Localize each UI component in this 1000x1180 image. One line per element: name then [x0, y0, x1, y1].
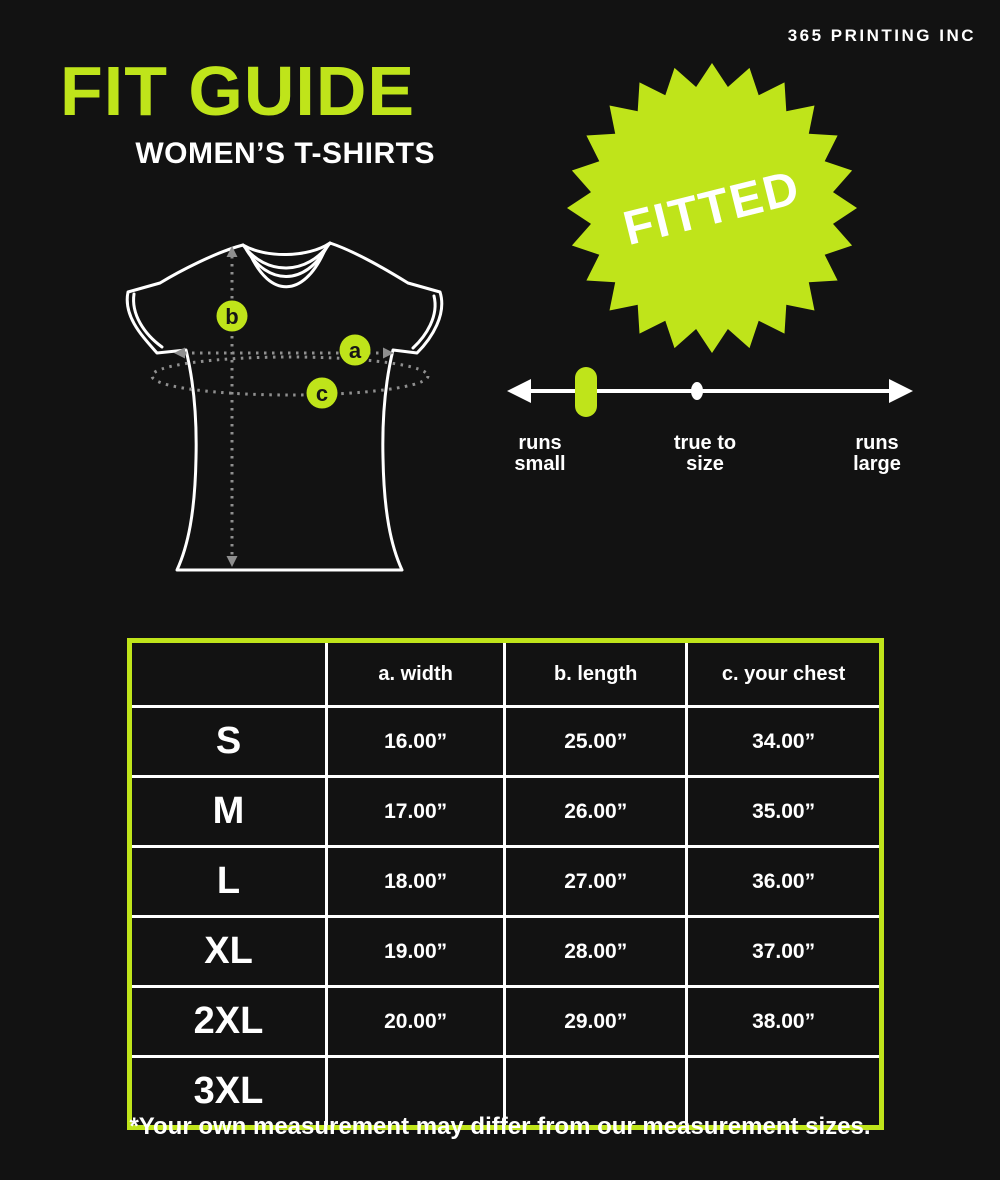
brand-name: 365 PRINTING INC — [787, 26, 976, 45]
chest-value: 36.00” — [687, 847, 882, 917]
marker-c-label: c — [315, 381, 329, 406]
marker-a-label: a — [348, 338, 362, 363]
scale-label-runs-large — [827, 433, 927, 475]
header-cell-empty — [130, 641, 327, 707]
chest-value: 35.00” — [687, 777, 882, 847]
size-label: XL — [130, 917, 327, 987]
table-row — [130, 917, 882, 987]
scale-label-line: runs — [518, 432, 562, 454]
fit-style-badge-label: FITTED — [618, 160, 806, 256]
marker-b-label: b — [225, 304, 239, 329]
length-value: 25.00” — [505, 707, 687, 777]
chest-value: 37.00” — [687, 917, 882, 987]
width-value: 20.00” — [327, 987, 505, 1057]
scale-label-runs-small — [490, 433, 590, 475]
page-title: FIT GUIDE — [60, 52, 416, 130]
size-label: 3XL — [130, 1057, 327, 1128]
left-sleeve-cuff-line — [134, 294, 162, 347]
scale-label-line: size — [686, 453, 724, 475]
width-value: 17.00” — [327, 777, 505, 847]
fit-scale-arrow-svg — [505, 363, 915, 423]
chest-value: 34.00” — [687, 707, 882, 777]
size-table-container — [127, 638, 884, 1112]
table-row — [130, 847, 882, 917]
width-value: 18.00” — [327, 847, 505, 917]
length-value: 28.00” — [505, 917, 687, 987]
header-cell-chest: c. your chest — [687, 641, 882, 707]
header-cell-width: a. width — [327, 641, 505, 707]
length-arrow-down-icon — [227, 556, 238, 567]
fit-scale-left-arrowhead-icon — [507, 379, 531, 403]
width-arrow-left-icon — [174, 348, 185, 359]
fit-style-badge — [567, 63, 857, 353]
fit-scale-midpoint-dot — [691, 382, 703, 400]
scale-label-line: large — [853, 453, 901, 475]
size-label: M — [130, 777, 327, 847]
size-table — [127, 638, 884, 1130]
tshirt-outline-svg — [120, 228, 460, 573]
table-row — [130, 707, 882, 777]
table-row — [130, 987, 882, 1057]
length-value: 26.00” — [505, 777, 687, 847]
scale-label-line: small — [514, 453, 566, 475]
fit-scale — [505, 363, 915, 423]
length-value: 27.00” — [505, 847, 687, 917]
size-table-header-row — [130, 641, 882, 707]
tshirt-silhouette — [127, 243, 442, 570]
right-sleeve-cuff-line — [413, 296, 435, 348]
scale-label-true-to-size — [655, 433, 755, 475]
table-row — [130, 777, 882, 847]
size-label: 2XL — [130, 987, 327, 1057]
fit-scale-right-arrowhead-icon — [889, 379, 913, 403]
width-value: 19.00” — [327, 917, 505, 987]
chest-value: 38.00” — [687, 987, 882, 1057]
scale-label-line: runs — [855, 432, 899, 454]
size-label: S — [130, 707, 327, 777]
scale-label-line: true to — [673, 432, 737, 454]
width-value: 16.00” — [327, 707, 505, 777]
fit-scale-marker — [575, 367, 597, 417]
size-label: L — [130, 847, 327, 917]
page-subtitle: WOMEN’S T-SHIRTS — [135, 137, 435, 170]
header-cell-length: b. length — [505, 641, 687, 707]
footnote: *Your own measurement may differ from our measurement sizes. — [129, 1113, 871, 1140]
tshirt-diagram — [120, 228, 460, 573]
length-value: 29.00” — [505, 987, 687, 1057]
